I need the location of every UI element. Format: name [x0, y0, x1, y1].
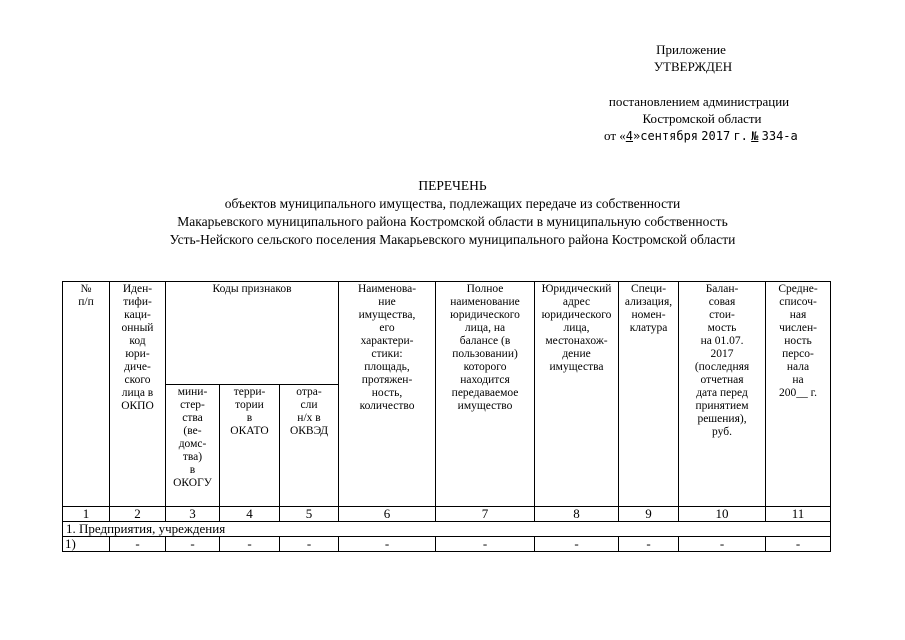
number-sign: №: [751, 129, 759, 143]
date-day: 4: [625, 129, 633, 143]
column-number: 2: [110, 507, 166, 522]
table-cell: -: [535, 537, 619, 552]
date-prefix: от: [604, 128, 617, 143]
resolution-date-number: [604, 128, 798, 144]
table-cell: -: [436, 537, 535, 552]
resolution-number: 334-а: [761, 129, 798, 143]
header-legal-entity: Полное наименование юридического лица, на балансе (в пользовании) которого находится передаваемое имущество: [436, 282, 535, 507]
header-specialization: Специ- ализация, номен- клатура: [619, 282, 679, 507]
table-cell: -: [110, 537, 166, 552]
appendix-label: Приложение: [656, 42, 726, 57]
header-row-number: № п/п: [63, 282, 110, 507]
table-cell: -: [339, 537, 436, 552]
section-title: 1. Предприятия, учреждения: [63, 522, 831, 537]
header-book-value: Балан- совая стои- мость на 01.07. 2017 (последняя отчетная дата перед принятием решения), руб.: [679, 282, 766, 507]
document-subtitle-1: объектов муниципального имущества, подлежащих передаче из собственности: [224, 196, 681, 211]
header-okato: терри- тории в ОКАТО: [220, 385, 280, 507]
column-number: 6: [339, 507, 436, 522]
header-legal-address: Юридический адрес юридического лица, местонахож- дение имущества: [535, 282, 619, 507]
document-heading: ПЕРЕЧЕНЬ: [418, 178, 487, 193]
table-cell: -: [166, 537, 220, 552]
header-codes-group: Коды признаков: [166, 282, 339, 385]
resolution-line: постановлением администрации: [608, 94, 790, 109]
column-number: 9: [619, 507, 679, 522]
column-number: 5: [280, 507, 339, 522]
header-okogu: мини- стер- ства (ве- домс- тва) в ОКОГУ: [166, 385, 220, 507]
section-row: [63, 522, 831, 537]
document-subtitle-2: Макарьевского муниципального района Костромской области в муниципальную собственность: [177, 214, 728, 229]
date-year-suffix: г.: [733, 129, 748, 143]
date-year: 2017: [701, 129, 731, 143]
column-number: 7: [436, 507, 535, 522]
table-cell: -: [766, 537, 831, 552]
date-month: »сентября: [633, 129, 699, 143]
column-number-row: [63, 507, 831, 522]
region-line: Костромской области: [642, 111, 762, 126]
approved-label: УТВЕРЖДЕН: [653, 59, 733, 74]
column-number: 8: [535, 507, 619, 522]
column-number: 4: [220, 507, 280, 522]
header-property-name: Наименова- ние имущества, его характери- стики: площадь, протяжен- ность, количество: [339, 282, 436, 507]
header-okved: отра- сли н/х в ОКВЭД: [280, 385, 339, 507]
table-cell: -: [679, 537, 766, 552]
table-row: [63, 537, 831, 552]
table-cell: -: [619, 537, 679, 552]
table-cell: -: [220, 537, 280, 552]
column-number: 11: [766, 507, 831, 522]
property-list-table: [62, 281, 831, 552]
document-subtitle-3: Усть-Нейского сельского поселения Макарьевского муниципального района Костромской области: [169, 232, 736, 247]
table-header-row: [63, 282, 831, 385]
date-open-quote: «: [619, 128, 626, 143]
column-number: 1: [63, 507, 110, 522]
header-okpo-code: Иден- тифи- каци- онный код юри- диче- ского лица в ОКПО: [110, 282, 166, 507]
header-headcount: Средне- списоч- ная числен- ность персо- нала на 200__ г.: [766, 282, 831, 507]
table-cell: -: [280, 537, 339, 552]
column-number: 3: [166, 507, 220, 522]
table-cell: 1): [63, 537, 110, 552]
column-number: 10: [679, 507, 766, 522]
